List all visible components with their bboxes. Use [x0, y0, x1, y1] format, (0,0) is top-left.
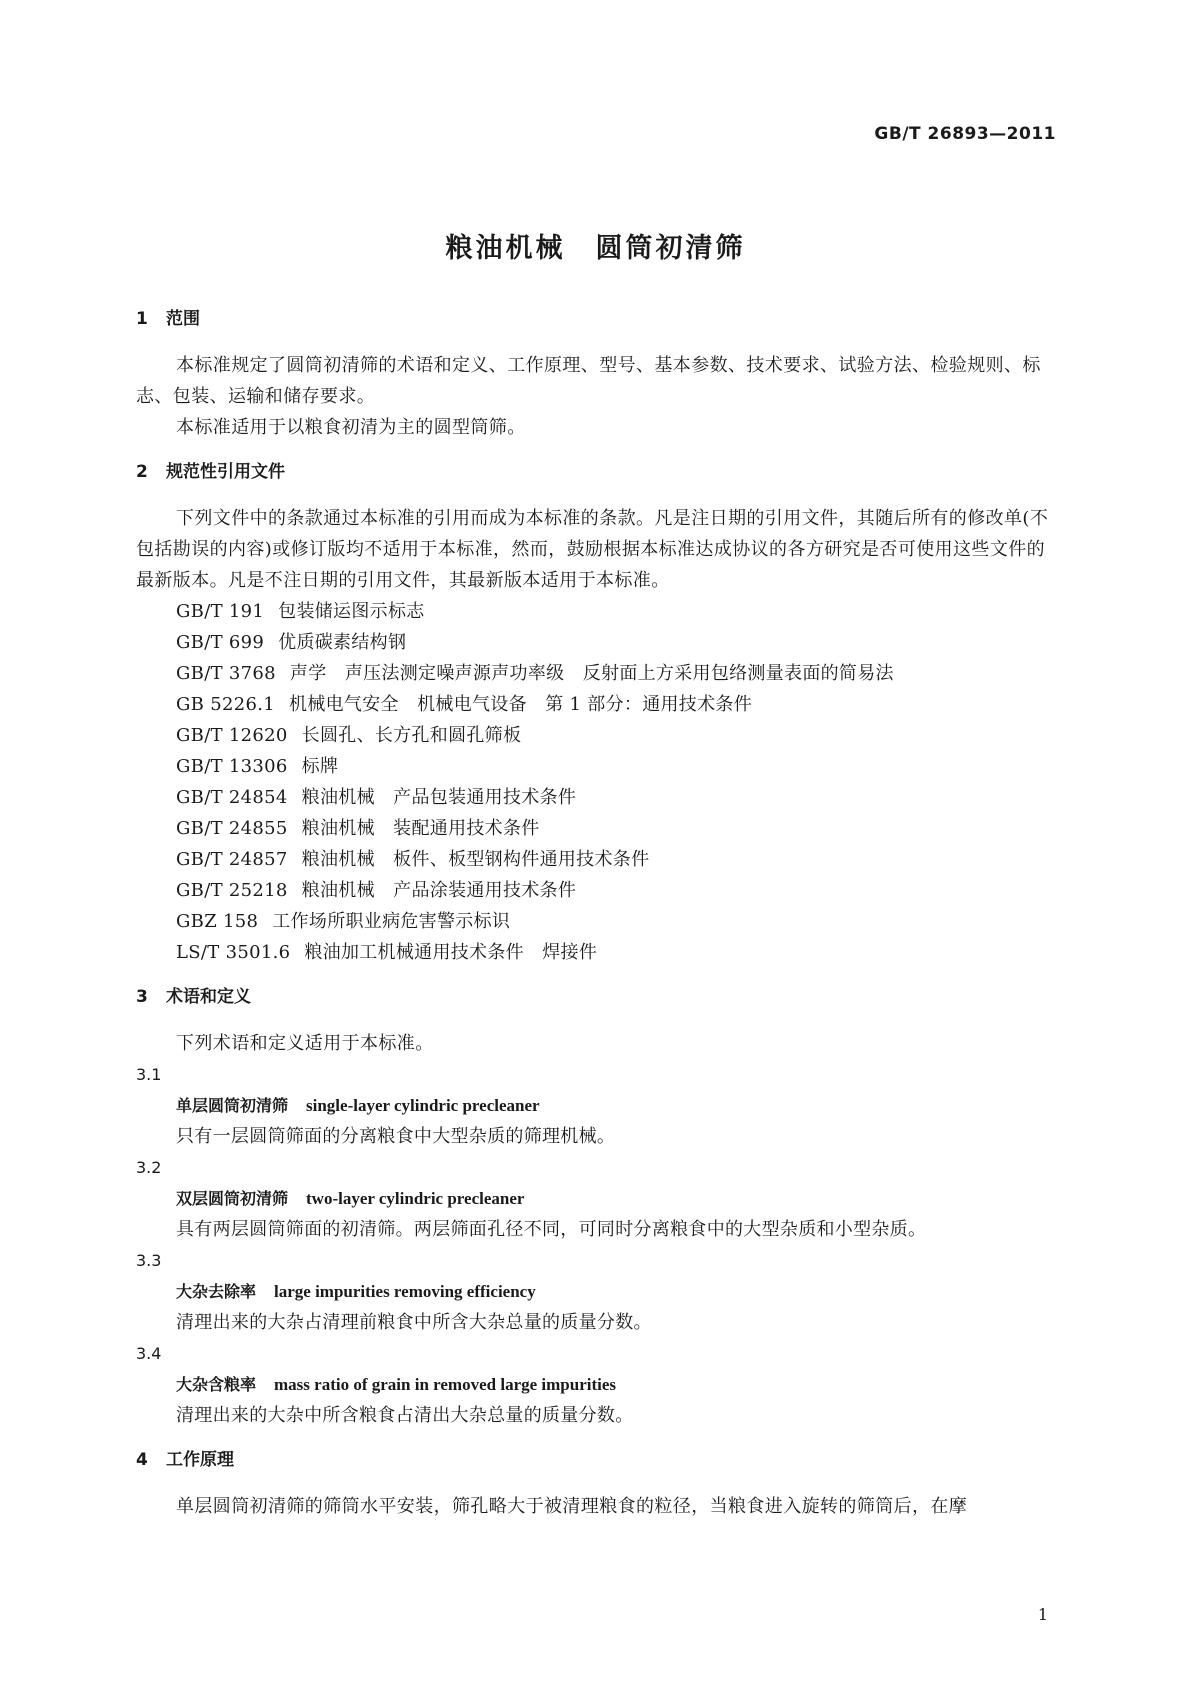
reference-code: GBZ 158	[176, 911, 259, 932]
term-en: mass ratio of grain in removed large impurities	[274, 1375, 617, 1394]
reference-title: 长圆孔、长方孔和圆孔筛板	[301, 725, 522, 746]
reference-title: 包装储运图示标志	[278, 601, 425, 622]
term-en: single-layer cylindric precleaner	[306, 1096, 540, 1115]
reference-item	[136, 627, 1056, 658]
reference-title: 工作场所职业病危害警示标识	[272, 911, 511, 932]
paragraph: 本标准规定了圆筒初清筛的术语和定义、工作原理、型号、基本参数、技术要求、试验方法、检验规则、标志、包装、运输和储存要求。	[136, 355, 1041, 407]
paragraph: 下列文件中的条款通过本标准的引用而成为本标准的条款。凡是注日期的引用文件，其随后所有的修改单(不包括勘误的内容)或修订版均不适用于本标准，然而，鼓励根据本标准达成协议的各方研究是否可使用这些文件的最新版本。凡是不注日期的引用文件，其最新版本适用于本标准。	[136, 508, 1049, 591]
reference-title: 声学 声压法测定噪声源声功率级 反射面上方采用包络测量表面的简易法	[289, 663, 894, 684]
reference-code: LS/T 3501.6	[176, 942, 291, 963]
reference-item	[136, 596, 1056, 627]
section-number: 1	[136, 309, 148, 329]
reference-code: GB/T 24857	[176, 849, 288, 870]
section-number: 3	[136, 987, 148, 1007]
section-heading-terms-and-definitions	[136, 982, 1056, 1013]
term-en: two-layer cylindric precleaner	[306, 1189, 525, 1208]
reference-item	[136, 844, 1056, 875]
section-heading-normative-references	[136, 457, 1056, 488]
term-name	[136, 1183, 1056, 1214]
reference-title: 机械电气安全 机械电气设备 第 1 部分：通用技术条件	[289, 694, 753, 715]
reference-title: 优质碳素结构钢	[278, 632, 407, 653]
term-zh: 单层圆筒初清筛	[176, 1096, 289, 1115]
reference-title: 粮油机械 产品涂装通用技术条件	[301, 880, 577, 901]
term-definition: 只有一层圆筒筛面的分离粮食中大型杂质的筛理机械。	[176, 1126, 616, 1147]
term-zh: 大杂去除率	[176, 1282, 257, 1301]
reference-list	[136, 596, 1056, 968]
section-number: 2	[136, 462, 148, 482]
reference-code: GB/T 12620	[176, 725, 288, 746]
term-number: 3.4	[136, 1344, 162, 1363]
reference-title: 标牌	[301, 756, 339, 777]
term-name	[136, 1090, 1056, 1121]
page-number: 1	[1037, 1605, 1048, 1624]
section-title: 规范性引用文件	[166, 462, 285, 482]
term-number: 3.1	[136, 1065, 162, 1084]
reference-code: GB 5226.1	[176, 694, 276, 715]
reference-code: GB/T 25218	[176, 880, 288, 901]
reference-item	[136, 720, 1056, 751]
term-definition: 清理出来的大杂占清理前粮食中所含大杂总量的质量分数。	[176, 1312, 652, 1333]
reference-item	[136, 658, 1056, 689]
paragraph: 本标准适用于以粮食初清为主的圆型筒筛。	[176, 417, 526, 438]
reference-item	[136, 875, 1056, 906]
term-number: 3.2	[136, 1158, 162, 1177]
term-zh: 双层圆筒初清筛	[176, 1189, 289, 1208]
standard-code: GB/T 26893—2011	[874, 124, 1056, 144]
reference-title: 粮油加工机械通用技术条件 焊接件	[304, 942, 598, 963]
paragraph: 单层圆筒初清筛的筛筒水平安装，筛孔略大于被清理粮食的粒径，当粮食进入旋转的筛筒后，在摩	[176, 1496, 968, 1517]
reference-item	[136, 689, 1056, 720]
section-title: 范围	[166, 309, 200, 329]
paragraph: 下列术语和定义适用于本标准。	[176, 1033, 434, 1054]
document-body	[136, 304, 1056, 1522]
reference-title: 粮油机械 产品包装通用技术条件	[301, 787, 577, 808]
reference-code: GB/T 13306	[176, 756, 288, 777]
term-zh: 大杂含粮率	[176, 1375, 257, 1394]
document-title: 粮油机械 圆筒初清筛	[445, 233, 746, 264]
term-en: large impurities removing efficiency	[274, 1282, 536, 1301]
reference-code: GB/T 24854	[176, 787, 288, 808]
reference-code: GB/T 191	[176, 601, 265, 622]
reference-code: GB/T 699	[176, 632, 265, 653]
reference-item	[136, 906, 1056, 937]
term-name	[136, 1276, 1056, 1307]
term-number: 3.3	[136, 1251, 162, 1270]
term-definition: 具有两层圆筒筛面的初清筛。两层筛面孔径不同，可同时分离粮食中的大型杂质和小型杂质。	[176, 1219, 927, 1240]
term-definition: 清理出来的大杂中所含粮食占清出大杂总量的质量分数。	[176, 1405, 634, 1426]
section-title: 术语和定义	[166, 987, 251, 1007]
section-heading-working-principle	[136, 1445, 1056, 1476]
reference-title: 粮油机械 板件、板型钢构件通用技术条件	[301, 849, 650, 870]
reference-item	[136, 937, 1056, 968]
reference-item	[136, 751, 1056, 782]
section-title: 工作原理	[166, 1450, 234, 1470]
reference-title: 粮油机械 装配通用技术条件	[301, 818, 540, 839]
section-heading-scope	[136, 304, 1056, 335]
reference-item	[136, 782, 1056, 813]
reference-item	[136, 813, 1056, 844]
reference-code: GB/T 24855	[176, 818, 288, 839]
section-number: 4	[136, 1450, 148, 1470]
reference-code: GB/T 3768	[176, 663, 276, 684]
term-name	[136, 1369, 1056, 1400]
